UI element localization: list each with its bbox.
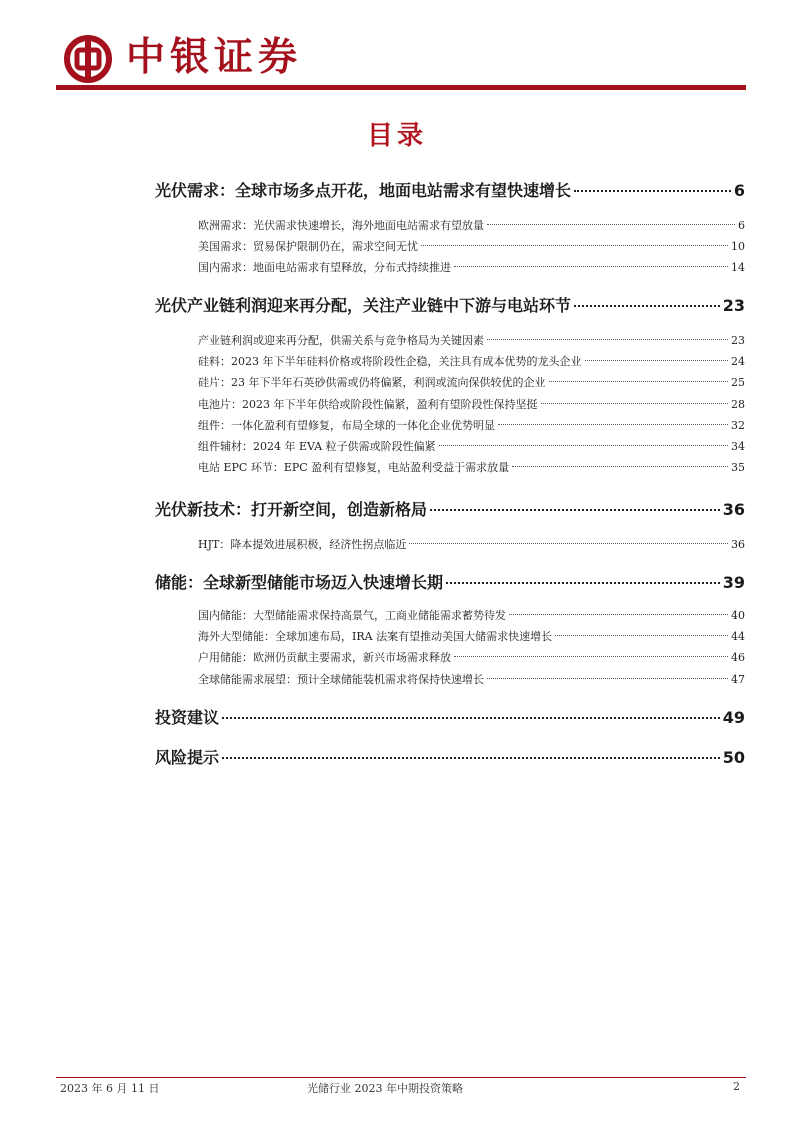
toc-entry-page: 34: [731, 440, 745, 453]
toc-dot-leader: [574, 190, 731, 192]
toc-subsection-entry[interactable]: [198, 374, 745, 390]
toc-dot-leader: [409, 543, 728, 544]
toc-entry-page: 10: [731, 240, 745, 253]
toc-entry-page: 25: [731, 376, 745, 389]
toc-entry-page: 14: [731, 261, 745, 274]
toc-section-entry[interactable]: [155, 293, 745, 316]
toc-dot-leader: [439, 445, 728, 446]
toc-entry-title: 美国需求：贸易保护限制仍在，需求空间无忧: [198, 240, 418, 253]
toc-entry-title: 欧洲需求：光伏需求快速增长，海外地面电站需求有望放量: [198, 219, 484, 232]
toc-entry-title: 硅料：2023 年下半年硅料价格或将阶段性企稳，关注具有成本优势的龙头企业: [198, 355, 582, 368]
toc-entry-title: 光伏产业链利润迎来再分配，关注产业链中下游与电站环节: [155, 296, 572, 315]
toc-entry-title: 储能：全球新型储能市场迈入快速增长期: [155, 573, 444, 592]
toc-entry-page: 39: [722, 573, 745, 592]
toc-entry-page: 49: [722, 708, 745, 727]
toc-entry-title: 电站 EPC 环节：EPC 盈利有望修复，电站盈利受益于需求放量: [198, 461, 510, 474]
toc-dot-leader: [421, 245, 728, 246]
toc-entry-title: 户用储能：欧洲仍贡献主要需求，新兴市场需求释放: [198, 651, 451, 664]
toc-dot-leader: [222, 757, 720, 759]
footer-divider: [56, 1077, 746, 1078]
toc-subsection-entry[interactable]: [198, 438, 745, 454]
toc-entry-page: 28: [731, 398, 745, 411]
toc-entry-title: 硅片：23 年下半年石英砂供需或仍将偏紧，利润或流向保供较优的企业: [198, 376, 546, 389]
toc-entry-title: 国内需求：地面电站需求有望释放，分布式持续推进: [198, 261, 451, 274]
toc-dot-leader: [446, 582, 720, 584]
toc-dot-leader: [585, 360, 729, 361]
toc-entry-page: 35: [731, 461, 745, 474]
toc-entry-title: 国内储能：大型储能需求保持高景气，工商业储能需求蓄势待发: [198, 609, 506, 622]
toc-entry-page: 44: [731, 630, 745, 643]
toc-subsection-entry[interactable]: [198, 332, 745, 348]
toc-entry-page: 36: [722, 500, 745, 519]
toc-entry-page: 40: [731, 609, 745, 622]
toc-entry-page: 24: [731, 355, 745, 368]
toc-entry-title: 产业链利润或迎来再分配，供需关系与竞争格局为关键因素: [198, 334, 484, 347]
footer-date: 2023 年 6 月 11 日: [60, 1082, 160, 1095]
toc-subsection-entry[interactable]: [198, 459, 745, 475]
toc-title: 目录: [366, 121, 427, 151]
toc-entry-title: 风险提示: [155, 748, 220, 767]
toc-section-entry[interactable]: [155, 570, 745, 593]
toc-subsection-entry[interactable]: [198, 417, 745, 433]
toc-dot-leader: [454, 266, 728, 267]
toc-subsection-entry[interactable]: [198, 353, 745, 369]
toc-section-entry[interactable]: [155, 745, 745, 768]
toc-entry-page: 6: [738, 219, 745, 232]
toc-entry-page: 46: [731, 651, 745, 664]
toc-dot-leader: [541, 403, 729, 404]
toc-dot-leader: [487, 339, 728, 340]
toc-section-entry[interactable]: [155, 497, 745, 520]
toc-subsection-entry[interactable]: [198, 671, 745, 687]
toc-entry-title: 投资建议: [155, 708, 220, 727]
toc-dot-leader: [512, 466, 728, 467]
toc-dot-leader: [574, 305, 720, 307]
toc-subsection-entry[interactable]: [198, 217, 745, 233]
footer-page-number: 2: [733, 1080, 740, 1093]
toc-dot-leader: [487, 224, 735, 225]
toc-entry-title: HJT：降本提效进展积极，经济性拐点临近: [198, 538, 407, 551]
toc-subsection-entry[interactable]: [198, 536, 745, 552]
toc-section-entry[interactable]: [155, 705, 745, 728]
bank-of-china-logo-icon: [63, 34, 113, 84]
toc-entry-title: 海外大型储能：全球加速布局，IRA 法案有望推动美国大储需求快速增长: [198, 630, 553, 643]
toc-dot-leader: [509, 614, 728, 615]
toc-entry-title: 光伏新技术：打开新空间，创造新格局: [155, 500, 428, 519]
toc-dot-leader: [487, 678, 728, 679]
toc-entry-title: 电池片：2023 年下半年供给或阶段性偏紧，盈利有望阶段性保持坚挺: [198, 398, 538, 411]
toc-subsection-entry[interactable]: [198, 607, 745, 623]
toc-dot-leader: [430, 509, 720, 511]
toc-dot-leader: [498, 424, 728, 425]
toc-entry-page: 50: [722, 748, 745, 767]
toc-entry-title: 全球储能需求展望：预计全球储能装机需求将保持快速增长: [198, 673, 484, 686]
toc-entry-title: 组件辅材：2024 年 EVA 粒子供需或阶段性偏紧: [198, 440, 436, 453]
toc-subsection-entry[interactable]: [198, 628, 745, 644]
toc-entry-page: 32: [731, 419, 745, 432]
toc-subsection-entry[interactable]: [198, 259, 745, 275]
toc-subsection-entry[interactable]: [198, 649, 745, 665]
toc-entry-page: 36: [731, 538, 745, 551]
toc-dot-leader: [222, 717, 720, 719]
header-divider: [56, 85, 746, 90]
page-header: [0, 0, 794, 96]
toc-dot-leader: [549, 381, 729, 382]
brand-name: 中银证券: [126, 35, 303, 80]
toc-entry-page: 23: [731, 334, 745, 347]
toc-entry-title: 组件：一体化盈利有望修复，布局全球的一体化企业优势明显: [198, 419, 495, 432]
footer-doc-title: 光储行业 2023 年中期投资策略: [307, 1082, 463, 1095]
toc-entry-page: 6: [733, 181, 745, 200]
toc-subsection-entry[interactable]: [198, 238, 745, 254]
toc-dot-leader: [555, 635, 728, 636]
toc-entry-page: 23: [722, 296, 745, 315]
toc-dot-leader: [454, 656, 728, 657]
toc-subsection-entry[interactable]: [198, 396, 745, 412]
toc-entry-title: 光伏需求：全球市场多点开花，地面电站需求有望快速增长: [155, 181, 572, 200]
toc-entry-page: 47: [731, 673, 745, 686]
toc-section-entry[interactable]: [155, 178, 745, 201]
